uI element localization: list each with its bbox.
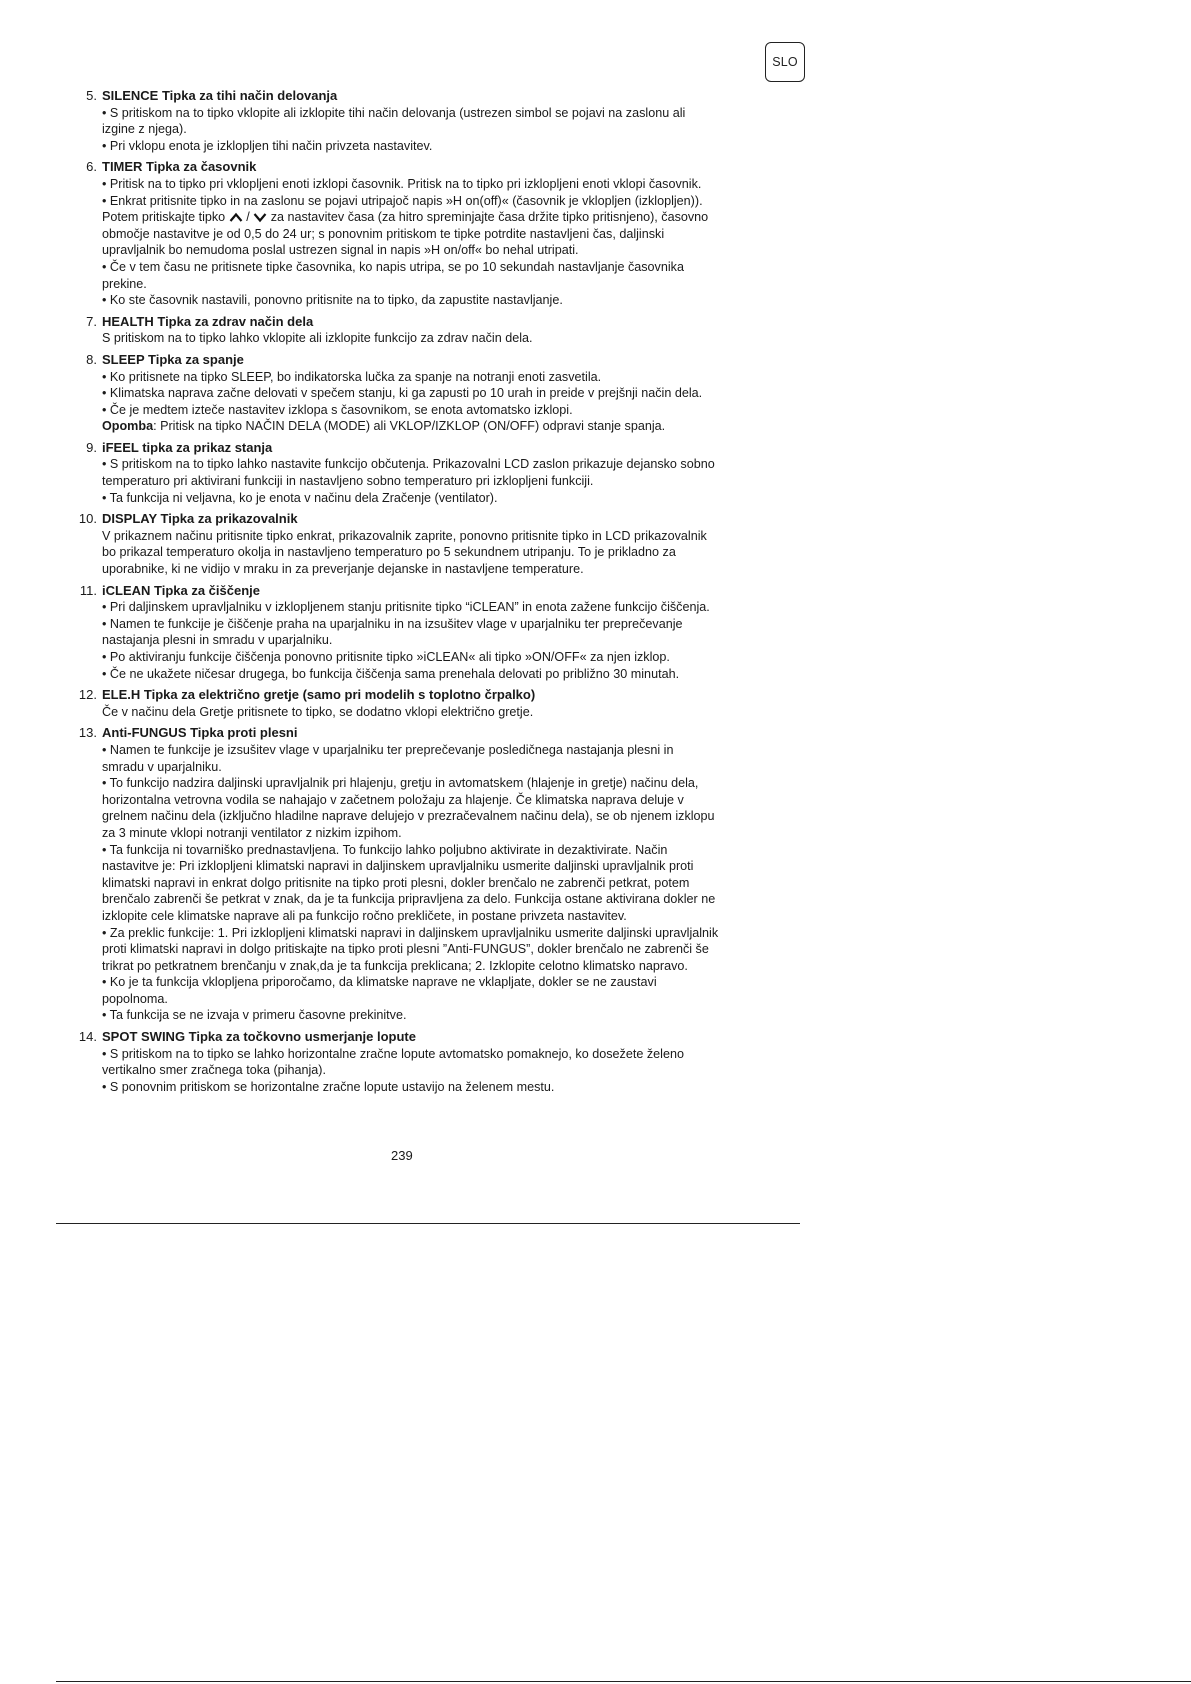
item-text: smradu v uparjalniku. <box>102 759 222 774</box>
list-item-sleep <box>70 352 770 435</box>
list-item-anti-fungus <box>70 725 770 1024</box>
item-text: popolnoma. <box>102 991 168 1006</box>
chevron-up-icon <box>229 211 243 223</box>
text-fragment: / <box>242 210 254 225</box>
item-text-with-icons <box>102 209 770 226</box>
list-item-silence <box>70 88 770 154</box>
item-number: 8. <box>86 351 97 367</box>
item-number: 9. <box>86 439 97 455</box>
item-number: 12. <box>78 687 97 703</box>
item-title: HEALTH Tipka za zdrav način dela <box>102 313 314 329</box>
item-text: horizontalna vetrovna vodila se nahajajo v začetnem položaju za hlajenje. Če klimatska naprava deluje v <box>102 792 684 807</box>
item-text: izklopite cele klimatske naprave ali pa funkcijo ročno prekličete, in postane privzeta nastavitev. <box>102 908 627 923</box>
item-text: nastajanja plesni in smradu v uparjalniku. <box>102 633 333 648</box>
item-title: SILENCE Tipka za tihi način delovanja <box>102 88 338 103</box>
item-number: 7. <box>86 313 97 329</box>
item-number: 11. <box>79 582 97 598</box>
item-text: za 3 minute vklopi notranji ventilator z nizkim izpihom. <box>102 825 402 840</box>
list-item-spot-swing <box>70 1029 770 1095</box>
divider <box>56 1223 800 1224</box>
item-text: proti klimatski napravi in dolgo pritiskajte na tipko proti plesni ”Anti-FUNGUS”, dokler brenčalo ne zabrenči še <box>102 942 709 957</box>
item-number: 13. <box>78 725 97 741</box>
item-text: bo prikazal temperaturo okolja in nastavljeno temperaturo po 5 sekundnem utripanju. To je prikladno za <box>102 545 676 560</box>
item-text: • Namen te funkcije je izsušitev vlage v uparjalniku ter preprečevanje posledičnega nastajanja plesni in <box>102 742 674 757</box>
item-text: grelnem načinu dela (izključno hladilne naprave delujejo v prezračevalnem načinu dela), se ob njenem izklopu <box>102 809 715 824</box>
item-number: 10. <box>78 511 97 527</box>
instructions-list <box>70 88 770 1100</box>
item-text: • Namen te funkcije je čiščenje praha na uparjalniku in na izsušitev vlage v uparjalniku ter preprečevanje <box>102 616 683 631</box>
item-text: • Pri daljinskem upravljalniku v izklopljenem stanju pritisnite tipko “iCLEAN” in enota zažene funkcijo čiščenja. <box>102 600 710 615</box>
item-text: Če v načinu dela Gretje pritisnete to tipko, se dodatno vklopi električno gretje. <box>102 704 534 719</box>
note-label: Opomba <box>102 419 154 434</box>
item-text: klimatski napravi in enkrat dolgo pritisnite na tipko proti plesni, dokler brenčalo ne zabrenči petkrat, potem <box>102 875 690 890</box>
item-text: • Ko je ta funkcija vklopljena priporočamo, da klimatske naprave ne vklapljate, dokler se ne zaustavi <box>102 975 657 990</box>
item-title: DISPLAY Tipka za prikazovalnik <box>102 511 298 527</box>
item-text: • Pritisk na to tipko pri vklopljeni enoti izklopi časovnik. Pritisk na to tipko pri izklopljeni enoti vklopi časovnik. <box>102 176 702 191</box>
item-text: • Če je medtem izteče nastavitev izklopa s časovnikom, se enota avtomatsko izklopi. <box>102 402 573 417</box>
item-title: iFEEL tipka za prikaz stanja <box>102 439 273 455</box>
item-text: • Če v tem času ne pritisnete tipke časovnika, ko napis utripa, se po 10 sekundah nastavljanje časovnika <box>102 259 684 274</box>
item-title: Anti-FUNGUS Tipka proti plesni <box>102 725 298 741</box>
item-text: uporabnike, ki ne vidijo v mraku in za preverjanje dejanske in nastavljene temperature. <box>102 562 584 577</box>
item-text: • S pritiskom na to tipko vklopite ali izklopite tihi način delovanja (ustrezen simbol se pojavi na zaslonu ali <box>102 105 686 120</box>
item-text: upravljalnik bo nemudoma poslal ustrezen signal in napis »H on/off« bo nehal utripati. <box>102 243 579 258</box>
item-text: • Klimatska naprava začne delovati v spečem stanju, ki ga zapusti po 10 urah in preide v prejšnji način dela. <box>102 386 703 401</box>
item-number: 5. <box>86 88 97 103</box>
item-text: izgine z njega). <box>102 122 187 137</box>
list-item-display <box>70 511 770 577</box>
item-text: • Enkrat pritisnite tipko in na zaslonu se pojavi utripajoč napis »H on(off)« (časovnik je vklopljen (izklopljen)). <box>102 193 703 208</box>
item-number: 6. <box>86 159 97 175</box>
item-text: brenčalo zabrenči še petkrat v znak, da je ta funkcija pripravljena za delo. Funkcija ostane aktivirana dokler ne <box>102 892 716 907</box>
item-title: SPOT SWING Tipka za točkovno usmerjanje lopute <box>102 1029 416 1045</box>
item-text: • Če ne ukažete ničesar drugega, bo funkcija čiščenja sama prenehala delovati po približno 30 minutah. <box>102 666 680 681</box>
item-title: SLEEP Tipka za spanje <box>102 351 244 367</box>
item-text: • Po aktiviranju funkcije čiščenja ponovno pritisnite tipko »iCLEAN« ali tipko »ON/OFF« za njen izklop. <box>102 650 670 664</box>
item-text: • S ponovnim pritiskom se horizontalne zračne lopute ustavijo na želenem mestu. <box>102 1079 555 1094</box>
item-text: nastavitve je: Pri izklopljeni klimatski napravi in daljinskem upravljalniku usmerite daljinski upravljalnik proti <box>102 859 694 874</box>
item-text: območje nastavitve je od 0,5 do 24 ur; s ponovnim pritiskom te tipke potrdite nastavljeni čas, daljinski <box>102 226 665 241</box>
item-text: prekine. <box>102 276 147 291</box>
item-text: • Ko pritisnete na tipko SLEEP, bo indikatorska lučka za spanje na notranji enoti zasvetila. <box>102 369 602 384</box>
item-text: • Ko ste časovnik nastavili, ponovno pritisnite na to tipko, da zapustite nastavljanje. <box>102 293 563 308</box>
list-item-health <box>70 314 770 347</box>
item-text: temperaturo pri aktivirani funkciji in nastavljeno sobno temperaturo pri izklopljeni funkciji. <box>102 474 594 489</box>
item-text: • S pritiskom na to tipko se lahko horizontalne zračne lopute avtomatsko pomaknejo, ko dosežete želeno <box>102 1046 684 1061</box>
page-number: 239 <box>391 1148 413 1163</box>
language-badge: SLO <box>765 42 805 82</box>
item-text: vertikalno smer zračnega toka (pihanja). <box>102 1063 326 1078</box>
item-text: • Za preklic funkcije: 1. Pri izklopljeni klimatski napravi in daljinskem upravljalniku usmerite daljinski upravljalnik <box>102 925 719 940</box>
list-item-iclean <box>70 583 770 683</box>
list-item-timer <box>70 159 770 308</box>
item-note <box>102 418 770 435</box>
list-item-ifeel <box>70 440 770 506</box>
item-text: • To funkcijo nadzira daljinski upravljalnik pri hlajenju, gretju in avtomatskem (hlajenje in gretje) načinu dela, <box>102 776 699 791</box>
text-fragment: Potem pritiskajte tipko <box>102 210 226 225</box>
item-number: 14. <box>78 1029 97 1045</box>
item-text: • Ta funkcija ni veljavna, ko je enota v načinu dela Zračenje (ventilator). <box>102 490 498 505</box>
item-text: • Ta funkcija se ne izvaja v primeru časovne prekinitve. <box>102 1008 407 1023</box>
item-title: iCLEAN Tipka za čiščenje <box>102 582 260 598</box>
item-text: • S pritiskom na to tipko lahko nastavite funkcijo občutenja. Prikazovalni LCD zaslon prikazuje dejansko sobno <box>102 457 715 472</box>
item-title: TIMER Tipka za časovnik <box>102 159 257 175</box>
list-item-eleh <box>70 687 770 720</box>
item-title: ELE.H Tipka za električno gretje (samo pri modelih s toplotno črpalko) <box>102 687 536 703</box>
note-text: : Pritisk na tipko NAČIN DELA (MODE) ali VKLOP/IZKLOP (ON/OFF) odpravi stanje spanja. <box>153 419 666 434</box>
divider <box>56 1681 1191 1682</box>
chevron-down-icon <box>253 211 267 223</box>
item-text: S pritiskom na to tipko lahko vklopite ali izklopite funkcijo za zdrav način dela. <box>102 331 533 346</box>
item-text: V prikaznem načinu pritisnite tipko enkrat, prikazovalnik zaprite, ponovno pritisnite tipko in LCD prikazovalnik <box>102 528 707 543</box>
item-text: • Pri vklopu enota je izklopljen tihi način privzeta nastavitev. <box>102 138 433 153</box>
text-fragment: za nastavitev časa (za hitro spreminjajte časa držite tipko pritisnjeno), časovno <box>267 210 709 225</box>
item-text: trikrat po petkratnem brenčanju v znak,da je ta funkcija preklicana; 2. Izklopite celotno klimatsko napravo. <box>102 958 688 973</box>
item-text: • Ta funkcija ni tovarniško prednastavljena. To funkcijo lahko poljubno aktivirate in dezaktivirate. Način <box>102 842 668 857</box>
